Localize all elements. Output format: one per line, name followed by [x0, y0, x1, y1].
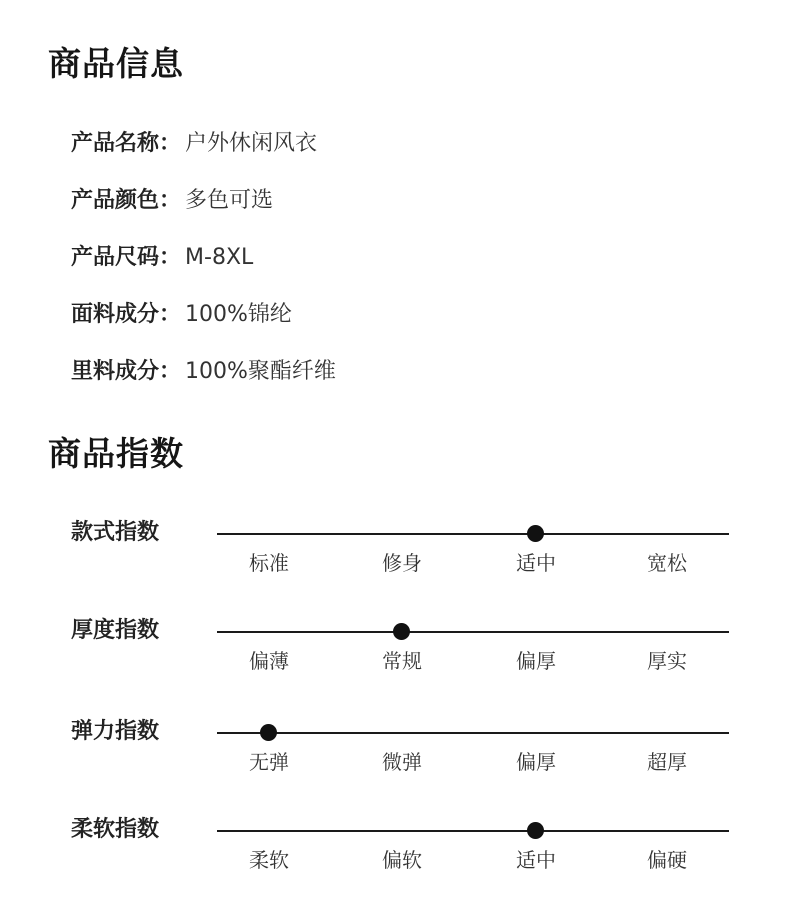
scale-option: 修身	[382, 551, 422, 575]
scale-label: 弹力指数	[71, 719, 160, 744]
scale-indicator-dot	[260, 724, 277, 741]
scale-indicator-dot	[527, 525, 544, 542]
info-row-fabric	[71, 300, 292, 330]
scale-option: 超厚	[647, 750, 687, 774]
scale-option: 微弹	[382, 750, 422, 774]
info-value: 100%聚酯纤维	[185, 359, 336, 384]
scale-option: 偏厚	[516, 649, 556, 673]
scale-indicator-dot	[527, 822, 544, 839]
info-label: 产品尺码	[71, 245, 160, 270]
scale-style	[0, 520, 790, 603]
product-info-title: 商品信息	[48, 44, 184, 83]
info-colon: ：	[159, 245, 182, 270]
info-colon: ：	[159, 188, 182, 213]
info-colon: ：	[159, 131, 182, 156]
info-colon: ：	[159, 302, 182, 327]
scale-track	[217, 533, 729, 535]
info-value: 户外休闲风衣	[185, 131, 318, 156]
scale-option: 偏软	[382, 848, 422, 872]
scale-option: 常规	[382, 649, 422, 673]
info-colon: ：	[159, 359, 182, 384]
info-value: 100%锦纶	[185, 302, 292, 327]
scale-elasticity	[0, 719, 790, 802]
scale-option: 偏厚	[516, 750, 556, 774]
info-row-name	[71, 129, 317, 159]
scale-option: 偏薄	[249, 649, 289, 673]
scale-label: 柔软指数	[71, 817, 160, 842]
info-value: M-8XL	[185, 245, 254, 270]
scale-label: 款式指数	[71, 520, 160, 545]
product-index-title: 商品指数	[48, 434, 184, 473]
info-label: 里料成分	[71, 359, 160, 384]
info-row-lining	[71, 357, 336, 387]
scale-option: 宽松	[647, 551, 687, 575]
scale-track	[217, 830, 729, 832]
scale-thickness	[0, 618, 790, 701]
scale-indicator-dot	[393, 623, 410, 640]
scale-option: 柔软	[249, 848, 289, 872]
scale-option: 厚实	[647, 649, 687, 673]
scale-option: 偏硬	[647, 848, 687, 872]
info-label: 面料成分	[71, 302, 160, 327]
info-value: 多色可选	[185, 188, 274, 213]
info-row-size	[71, 243, 253, 273]
scale-track	[217, 631, 729, 633]
scale-option: 适中	[516, 551, 556, 575]
scale-option: 标准	[249, 551, 289, 575]
scale-option: 适中	[516, 848, 556, 872]
info-label: 产品颜色	[71, 188, 160, 213]
info-label: 产品名称	[71, 131, 160, 156]
scale-track	[217, 732, 729, 734]
scale-label: 厚度指数	[71, 618, 160, 643]
scale-option: 无弹	[249, 750, 289, 774]
info-row-color	[71, 186, 273, 216]
scale-softness	[0, 817, 790, 900]
